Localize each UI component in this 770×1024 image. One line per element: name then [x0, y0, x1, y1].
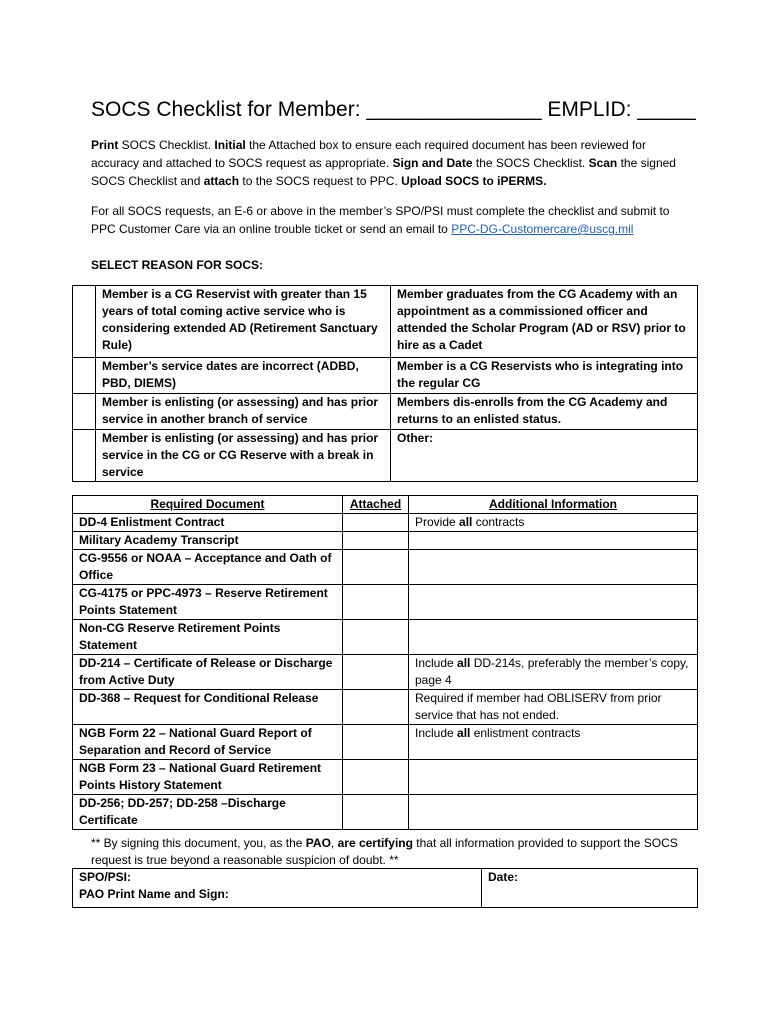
- document-info: [409, 690, 698, 725]
- document-row: [73, 655, 698, 690]
- date-cell[interactable]: [482, 869, 698, 908]
- document-info: [409, 585, 698, 620]
- info-text: Include: [415, 726, 458, 740]
- signature-table: [72, 868, 698, 908]
- reason-right: Members dis-enrolls from the CG Academy and returns to an enlisted status.: [391, 394, 698, 430]
- reason-right: Member graduates from the CG Academy with an appointment as a commissioned officer and attended the Scholar Program (AD or RSV) prior to hire as a Cadet: [391, 286, 698, 358]
- certify-text: ,: [330, 836, 338, 850]
- select-reason-label: SELECT REASON FOR SOCS:: [91, 258, 264, 272]
- document-row: [73, 532, 698, 550]
- document-info: [409, 620, 698, 655]
- note-paragraph: [91, 202, 691, 238]
- document-row: [73, 585, 698, 620]
- instr-text: SOCS Checklist.: [118, 138, 215, 152]
- instructions: [91, 136, 691, 190]
- document-info: [409, 655, 698, 690]
- attached-box[interactable]: [343, 550, 409, 585]
- instr-text: the SOCS Checklist.: [472, 156, 589, 170]
- info-bold: all: [459, 515, 473, 529]
- document-info: [409, 725, 698, 760]
- header-additional-info: Additional Information: [409, 496, 698, 514]
- instr-text: to the SOCS request to PPC.: [239, 174, 402, 188]
- header-attached: Attached: [343, 496, 409, 514]
- info-text: contracts: [472, 515, 525, 529]
- document-row: [73, 795, 698, 830]
- document-name: CG-4175 or PPC-4973 – Reserve Retirement Points Statement: [73, 585, 343, 620]
- reason-right: Member is a CG Reservists who is integrating into the regular CG: [391, 358, 698, 394]
- attached-box[interactable]: [343, 795, 409, 830]
- attached-box[interactable]: [343, 620, 409, 655]
- reason-left: Member’s service dates are incorrect (ADBD, PBD, DIEMS): [96, 358, 391, 394]
- document-name: NGB Form 22 – National Guard Report of Separation and Record of Service: [73, 725, 343, 760]
- attached-box[interactable]: [343, 585, 409, 620]
- page-title: SOCS Checklist for Member: _______________ EMPLID: _____: [91, 98, 696, 121]
- document-row: [73, 760, 698, 795]
- attached-box[interactable]: [343, 760, 409, 795]
- info-bold: all: [457, 656, 471, 670]
- document-row: [73, 620, 698, 655]
- instr-print: Print: [91, 138, 119, 152]
- info-bold: all: [457, 726, 471, 740]
- document-row: [73, 690, 698, 725]
- document-name: DD-214 – Certificate of Release or Discharge from Active Duty: [73, 655, 343, 690]
- reason-checkbox[interactable]: [73, 430, 96, 482]
- attached-box[interactable]: [343, 532, 409, 550]
- info-text: Provide: [415, 515, 460, 529]
- instr-text: the signed SOCS Checklist and: [91, 156, 676, 188]
- reason-right: Other:: [391, 430, 698, 482]
- info-text: DD-214s, preferably the member’s copy, page 4: [415, 656, 689, 687]
- reason-left: Member is a CG Reservist with greater than 15 years of total coming active service who is considering extended AD (Retirement Sanctuary Rule): [96, 286, 391, 358]
- attached-box[interactable]: [343, 690, 409, 725]
- document-name: NGB Form 23 – National Guard Retirement Points History Statement: [73, 760, 343, 795]
- document-name: CG-9556 or NOAA – Acceptance and Oath of Office: [73, 550, 343, 585]
- spo-label: SPO/PSI:: [79, 870, 132, 884]
- info-text: Required if member had OBLISERV from prior service that has not ended.: [415, 691, 662, 722]
- email-link[interactable]: PPC-DG-Customercare@uscg.mil: [451, 222, 634, 236]
- info-text: enlistment contracts: [470, 726, 581, 740]
- certify-text: ** By signing this document, you, as the: [91, 836, 306, 850]
- document-name: Non-CG Reserve Retirement Points Statement: [73, 620, 343, 655]
- attached-box[interactable]: [343, 514, 409, 532]
- signature-cell[interactable]: [73, 869, 482, 908]
- instr-scan: Scan: [588, 156, 618, 170]
- attached-box[interactable]: [343, 655, 409, 690]
- document-name: DD-4 Enlistment Contract: [73, 514, 343, 532]
- instr-upload: Upload SOCS to iPERMS.: [401, 174, 547, 188]
- document-name: DD-368 – Request for Conditional Release: [73, 690, 343, 725]
- attached-box[interactable]: [343, 725, 409, 760]
- document-row: [73, 550, 698, 585]
- instr-sign: Sign and Date: [392, 156, 473, 170]
- document-info: [409, 795, 698, 830]
- document-row: [73, 725, 698, 760]
- pao-sign-label: PAO Print Name and Sign:: [79, 887, 229, 901]
- certify-pao: PAO: [305, 836, 331, 850]
- reason-left: Member is enlisting (or assessing) and has prior service in the CG or CG Reserve with a break in service: [96, 430, 391, 482]
- document-info: [409, 532, 698, 550]
- certify-are: are certifying: [337, 836, 413, 850]
- document-info: [409, 760, 698, 795]
- instr-text: the Attached box to ensure each required document has been reviewed for accuracy and attached to SOCS request as appropriate.: [91, 138, 646, 170]
- date-label: Date:: [488, 870, 519, 884]
- document-row: [73, 514, 698, 532]
- header-required-document: Required Document: [73, 496, 343, 514]
- document-name: Military Academy Transcript: [73, 532, 343, 550]
- certify-text: that all information provided to support the SOCS request is true beyond a reasonable suspicion of doubt. **: [91, 836, 678, 867]
- document-name: DD-256; DD-257; DD-258 –Discharge Certificate: [73, 795, 343, 830]
- reason-left: Member is enlisting (or assessing) and has prior service in another branch of service: [96, 394, 391, 430]
- required-documents-table: [72, 495, 698, 830]
- reason-checkbox[interactable]: [73, 286, 96, 358]
- instr-initial: Initial: [214, 138, 246, 152]
- reason-checkbox[interactable]: [73, 358, 96, 394]
- document-info: [409, 550, 698, 585]
- info-text: Include: [415, 656, 458, 670]
- document-info: [409, 514, 698, 532]
- instr-attach: attach: [203, 174, 240, 188]
- reason-checkbox[interactable]: [73, 394, 96, 430]
- certification-statement: [91, 835, 691, 869]
- reason-table: [72, 285, 698, 482]
- note-text: For all SOCS requests, an E-6 or above in the member’s SPO/PSI must complete the checklist and submit to PPC Customer Care via an online trouble ticket or send an email to: [91, 204, 670, 236]
